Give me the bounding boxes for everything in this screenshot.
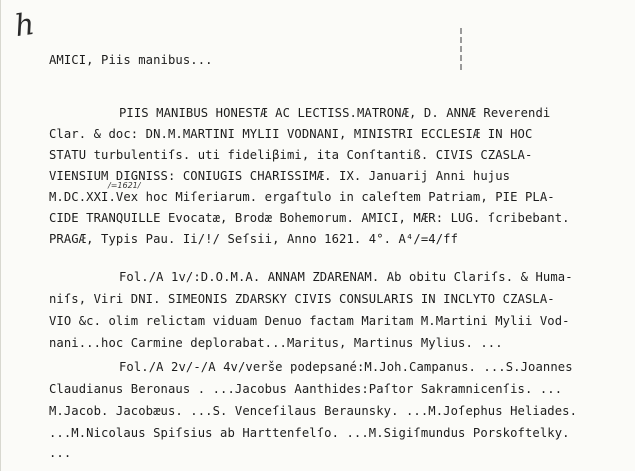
text-line: CIDE TRANQUILLE Evocatæ, Brodæ Bohemorum. AMICI, MÆR: LUG. ſcribebant.	[49, 211, 570, 225]
text-line: PIIS MANIBUS HONESTÆ AC LECTISS.MATRONÆ, D. ANNÆ Reverendi	[119, 106, 551, 120]
pencil-dash-mark	[460, 28, 464, 70]
text-line: PRAGÆ, Typis Pau. Ii/!/ Seſsii, Anno 1621. 4°. A⁴/=4/ff	[49, 232, 459, 246]
text-line: Fol./A 2v/-/A 4v/verše podepsané:M.Joh.Campanus. ...S.Joannes	[119, 360, 573, 374]
text-line: M.DC.XXI.Vex hoc Miſeriarum. ergaſtulo in caleſtem Patriam, PIE PLA-	[49, 190, 555, 204]
text-line: VIO &c. olim relictam viduam Denuo factam Maritam M.Martini Mylii Vod-	[49, 314, 570, 328]
text-line: STATU turbulentiſs. uti fideliβimi, ita Conſtantiß. CIVIS CZASLA-	[49, 148, 533, 162]
text-line: VIENSIUM DIGNISS: CONIUGIS CHARISSIMÆ. IX. Januarij Anni hujus	[49, 169, 511, 183]
text-line: Fol./A 1v/:D.O.M.A. ANNAM ZDARENAM. Ab obitu Clariſs. & Huma-	[119, 270, 573, 284]
handwritten-insertion: /=1621/	[108, 181, 141, 190]
text-line: ...	[49, 446, 72, 460]
text-line: Clar. & doc: DN.M.MARTINI MYLII VODNANI, MINISTRI ECCLESIÆ IN HOC	[49, 127, 533, 141]
text-line: Claudianus Beronaus . ...Jacobus Aanthides:Paſtor Sakramnicenſis. ...	[49, 382, 563, 396]
text-line: ...M.Nicolaus Spiſsius ab Harttenfelſo. ...M.Sigiſmundus Porskoftelky.	[49, 426, 570, 440]
text-line: niſs, Viri DNI. SIMEONIS ZDARSKY CIVIS CONSULARIS IN INCLYTO CZASLA-	[49, 292, 555, 306]
text-line: AMICI, Piis manibus...	[49, 53, 213, 67]
handwritten-corner-mark: h	[12, 6, 37, 45]
text-line: nani...hoc Carmine deplorabat...Maritus, Martinus Mylius. ...	[49, 336, 503, 350]
text-line: M.Jacob. Jacobæus. ...S. Venceſilaus Beraunsky. ...M.Joſephus Heliades.	[49, 404, 578, 418]
